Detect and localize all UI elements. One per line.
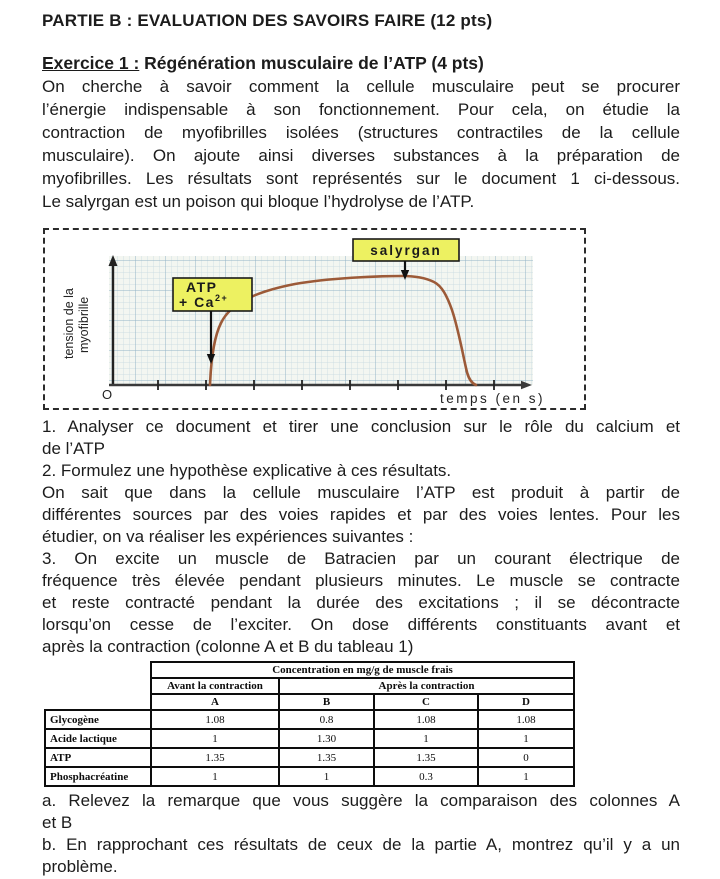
table-cell: 1.30 <box>279 729 374 748</box>
table-cell: 1 <box>478 729 574 748</box>
question-line: 1. Analyser ce document et tirer une conclusion sur le rôle du calcium et <box>42 417 680 436</box>
question-line: 2. Formulez une hypothèse explicative à ces résultats. <box>42 461 452 480</box>
paragraph-line: étudier, on va réaliser les expériences suivantes : <box>42 527 414 546</box>
question-line: lorsqu’on cesse de l’exciter. On dose différents constituants avant et <box>42 615 680 634</box>
column-header: A <box>151 694 279 710</box>
table-cell: 1.35 <box>374 748 478 767</box>
column-header: C <box>374 694 478 710</box>
exercise-heading <box>42 52 680 75</box>
table-cell: 1 <box>151 767 279 786</box>
tension-time-chart <box>45 230 584 408</box>
question-line: de l’ATP <box>42 439 105 458</box>
question-line: a. Relevez la remarque que vous suggère la comparaison des colonnes A <box>42 791 680 810</box>
page-title: PARTIE B : EVALUATION DES SAVOIRS FAIRE (12 pts) <box>42 11 493 30</box>
ca-superscript: 2+ <box>214 293 229 303</box>
table-row <box>45 748 574 767</box>
paragraph-line: On cherche à savoir comment la cellule musculaire peut se procurer <box>42 77 680 96</box>
table-cell: 1.35 <box>279 748 374 767</box>
paragraph-line: myofibrilles. Les résultats sont représentés sur le document 1 ci-dessous. <box>42 169 680 188</box>
x-axis-label: temps (en s) <box>439 391 545 406</box>
grid-major <box>109 256 533 385</box>
table-cell: 0.3 <box>374 767 478 786</box>
table-cell: 1.08 <box>151 710 279 729</box>
salyrgan-label: salyrgan <box>370 243 442 258</box>
row-label: ATP <box>45 748 151 767</box>
origin-label: O <box>102 387 113 402</box>
question-line: 3. On excite un muscle de Batracien par un courant électrique de <box>42 549 680 568</box>
question-line: b. En rapprochant ces résultats de ceux de la partie A, montrez qu’il y a un <box>42 835 680 854</box>
paragraph-line: différentes sources par des voies rapides et par des voies lentes. Pour les <box>42 505 680 524</box>
question-line: après la contraction (colonne A et B du tableau 1) <box>42 637 414 656</box>
table-corner-empty <box>45 678 151 694</box>
table-row <box>45 710 574 729</box>
document1-figure <box>43 228 586 410</box>
ca-label: + $Ca^{2+}$ <box>179 293 229 310</box>
table-corner-empty <box>45 662 151 678</box>
row-label: Glycogène <box>45 710 151 729</box>
column-header: B <box>279 694 374 710</box>
svg-text:myofibrille: myofibrille <box>77 296 91 353</box>
row-label: Phosphacréatine <box>45 767 151 786</box>
exercise-title: Régénération musculaire de l’ATP (4 pts) <box>139 53 484 73</box>
svg-text:tension de la: tension de la <box>62 288 76 359</box>
atp-label: ATP <box>186 279 218 295</box>
table-row <box>45 767 574 786</box>
table-row <box>45 729 574 748</box>
paragraph-line: musculaire). On ajoute ainsi diverses substances à la préparation de <box>42 146 680 165</box>
paragraph-line: On sait que dans la cellule musculaire l’ATP est produit à partir de <box>42 483 680 502</box>
table-group-before: Avant la contraction <box>151 678 279 694</box>
table-cell: 1.35 <box>151 748 279 767</box>
table-cell: 1 <box>478 767 574 786</box>
paragraph-line: l’énergie indispensable à son fonctionnement. Pour cela, on étudie la <box>42 100 680 119</box>
questions-block <box>42 416 680 658</box>
table-cell: 1.08 <box>478 710 574 729</box>
paragraph-line: Le salyrgan est un poison qui bloque l’hydrolyse de l’ATP. <box>42 192 475 211</box>
table-cell: 1 <box>279 767 374 786</box>
question-line: et reste contracté pendant la durée des excitations ; il se décontracte <box>42 593 680 612</box>
table-cell: 1 <box>374 729 478 748</box>
table-group-after: Après la contraction <box>279 678 574 694</box>
y-axis-label <box>62 288 91 359</box>
concentration-table <box>44 661 575 787</box>
exercise-label: Exercice 1 : <box>42 53 140 73</box>
table-cell: 1 <box>151 729 279 748</box>
column-header: D <box>478 694 574 710</box>
row-label: Acide lactique <box>45 729 151 748</box>
table-title-cell: Concentration en mg/g de muscle frais <box>151 662 574 678</box>
table-cell: 0.8 <box>279 710 374 729</box>
question-line: et B <box>42 813 73 832</box>
intro-paragraph <box>42 75 680 213</box>
table-corner-empty <box>45 694 151 710</box>
question-line: problème. <box>42 857 118 876</box>
question-line: fréquence très élevée pendant plusieurs minutes. Le muscle se contracte <box>42 571 680 590</box>
subquestions-block <box>42 790 680 878</box>
table-cell: 0 <box>478 748 574 767</box>
paragraph-line: contraction de myofibrilles isolées (structures contractiles de la cellule <box>42 123 680 142</box>
table-cell: 1.08 <box>374 710 478 729</box>
